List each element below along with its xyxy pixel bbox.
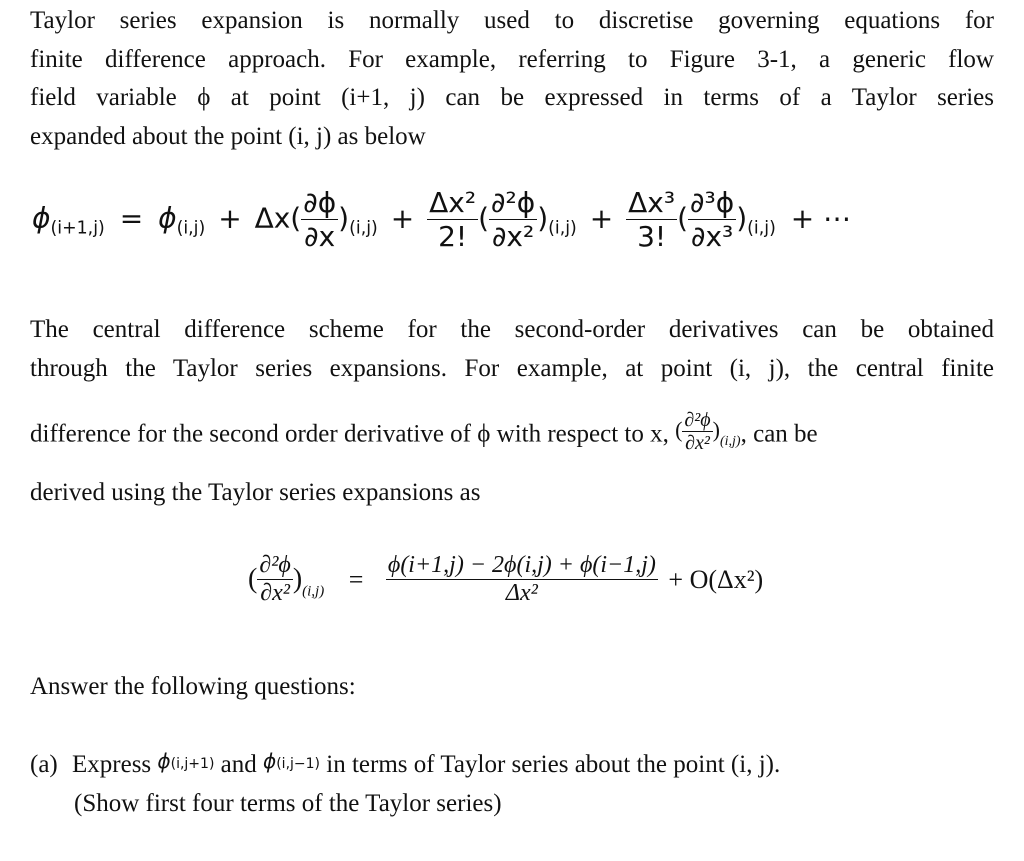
- paragraph-line: derived using the Taylor series expansions as: [30, 479, 481, 506]
- paren: ): [736, 201, 748, 235]
- paragraph-line: difference for the second order derivative of ϕ with respect to x,: [30, 420, 669, 448]
- numerator: ∂ϕ: [303, 186, 337, 219]
- question-label: (a): [30, 751, 58, 778]
- denominator: 3!: [626, 219, 677, 253]
- numerator: ∂²ϕ: [684, 408, 711, 431]
- coefficient-fraction: [427, 186, 478, 253]
- plus-sign: +: [390, 201, 415, 235]
- coefficient-fraction: [626, 186, 677, 253]
- numerator: ∂²ϕ: [259, 552, 291, 578]
- intro-line: expanded about the point (i, j) as below: [30, 122, 426, 150]
- phi-symbol: ϕ: [32, 201, 51, 235]
- paren: (: [478, 201, 489, 235]
- central-difference-equation: ( $\frac{\text{∂²ϕ}}{\text{∂x²}}$ )$_{(i,j)}$ = $\frac{\phi(i+1,j) - 2\phi(i,j) + \phi(i-1,j)}{\text{Δx²}}$ + O(Δx²): [248, 552, 764, 606]
- intro-paragraph: [30, 2, 994, 156]
- taylor-expansion-equation: [32, 186, 851, 253]
- numerator: Δx²: [429, 186, 477, 219]
- subscript: (i,j): [548, 218, 577, 239]
- denominator: Δx²: [386, 579, 658, 607]
- denominator: ∂x²: [682, 431, 712, 454]
- subscript: (i,j): [302, 583, 325, 600]
- subscript: (i,j): [176, 218, 206, 239]
- question-a: [30, 742, 780, 823]
- phi-symbol: ϕ: [157, 749, 171, 773]
- inline-derivative: ( $\frac{\text{∂²ϕ}}{\text{∂x²}}$ )$_{(i,j)}$: [675, 408, 741, 454]
- heading-text: Answer the following questions:: [30, 673, 356, 700]
- question-text: Express: [72, 751, 152, 778]
- paren: (: [677, 201, 689, 235]
- denominator: ∂x²: [489, 219, 537, 253]
- denominator: ∂x: [301, 219, 338, 253]
- third-derivative-fraction: [688, 186, 736, 253]
- derived-line: [30, 474, 994, 513]
- subscript: (i,j−1): [276, 756, 321, 772]
- numerator: ∂³ϕ: [690, 186, 735, 219]
- plus-sign: +: [589, 201, 614, 235]
- question-text: and: [220, 751, 257, 778]
- question-text: in terms of Taylor series about the point (i, j).: [326, 751, 781, 778]
- numerator: ϕ(i+1,j) − 2ϕ(i,j) + ϕ(i−1,j): [387, 552, 656, 578]
- inline-derivative-fraction: [682, 409, 712, 454]
- intro-line: Taylor series expansion is normally used to discretise governing equations for: [30, 7, 994, 34]
- equals-sign: =: [119, 201, 144, 235]
- lhs-fraction: [257, 552, 292, 607]
- plus-sign: +: [218, 201, 242, 235]
- central-difference-paragraph: [30, 311, 994, 388]
- phi-term: [157, 749, 214, 773]
- denominator: 2!: [427, 219, 478, 253]
- phi-symbol: ϕ: [263, 749, 277, 773]
- ellipsis-term: + ⋯: [790, 201, 852, 235]
- intro-line: finite difference approach. For example, referring to Figure 3-1, a generic flow: [30, 45, 994, 73]
- phi-symbol: ϕ: [158, 201, 177, 235]
- order-term: + O(Δx²): [668, 564, 764, 594]
- first-derivative-fraction: [301, 186, 338, 253]
- subscript: (i,j): [719, 434, 741, 449]
- numerator: ∂²ϕ: [491, 186, 536, 219]
- subscript: (i,j): [349, 218, 378, 239]
- denominator: ∂x³: [688, 219, 736, 253]
- intro-line: field variable ϕ at point (i+1, j) can be expressed in terms of a Taylor series: [30, 84, 994, 111]
- subscript: (i,j+1): [170, 756, 215, 772]
- subscript: (i+1,j): [50, 218, 105, 239]
- delta-x: Δx(: [254, 201, 302, 235]
- subscript: (i,j): [747, 218, 776, 239]
- paren: ): [537, 201, 549, 235]
- question-subtext: (Show first four terms of the Taylor series): [74, 789, 502, 817]
- rhs-fraction: [386, 552, 658, 607]
- phi-term: [263, 749, 320, 773]
- equals-sign: =: [348, 564, 364, 594]
- paragraph-line: through the Taylor series expansions. For example, at point (i, j), the central finite: [30, 354, 994, 382]
- inline-derivative-line: [30, 400, 818, 472]
- denominator: ∂x²: [257, 579, 292, 607]
- paragraph-line: The central difference scheme for the second-order derivatives can be obtained: [30, 316, 994, 343]
- answer-heading: [30, 668, 994, 707]
- numerator: Δx³: [628, 186, 676, 219]
- second-derivative-fraction: [489, 186, 537, 253]
- paren: ): [338, 201, 350, 235]
- paragraph-line-end: , can be: [740, 420, 818, 448]
